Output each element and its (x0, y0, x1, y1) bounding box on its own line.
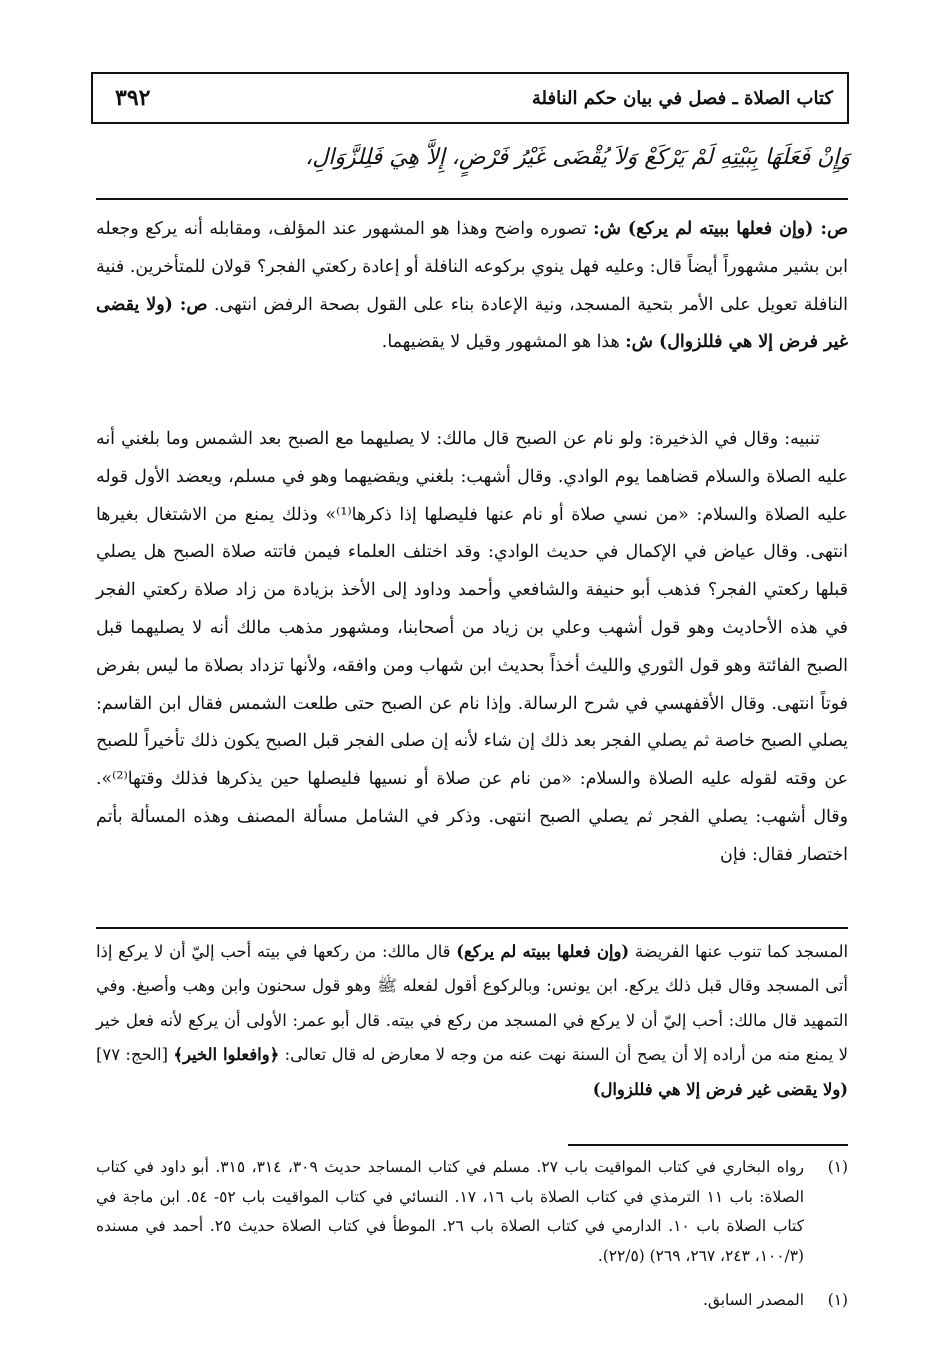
tanbih-paragraph: تنبيه: وقال في الذخيرة: ولو نام عن الصبح قال مالك: لا يصليهما مع الصبح بعد الشمس وما بلغني أنه عليه الصلاة والسلام قضاهما يوم الوادي. وقال أشهب: بلغني ويقضيهما وهو في مسلم، ويعضد الأول قوله عليه الصلاة والسلام: «من نسي صلاة أو نام عنها فليصلها إذا ذكرها⁽¹⁾» وذلك يمنع من الاشتغال بغيرها انتهى. وقال عياض في الإكمال في حديث الوادي: وقد اختلف العلماء فيمن فاتته صلاة الصبح هل يصلي قبلها ركعتي الفجر؟ فذهب أبو حنيفة والشافعي وأحمد وداود إلى الأخذ بزيادة من زاد صلاة ركعتي الفجر في هذه الأحاديث وهو قول أشهب وعلي بن زياد من أصحابنا، ومشهور مذهب مالك أنه لا يصليهما قبل الصبح الفائتة وهو قول الثوري والليث أخذاً بحديث ابن شهاب ومن وافقه، ولأنها تزداد بصلاة ما ليس بفرض فوتاً انتهى. وقال الأقفهسي في شرح الرسالة. وإذا نام عن الصبح حتى طلعت الشمس فقال ابن القاسم: يصلي الصبح خاصة ثم يصلي الفجر بعد ذلك إن شاء لأنه إن صلى الفجر قبل الصبح يكون ذلك تأخيراً للصبح عن وقته لقوله عليه الصلاة والسلام: «من نام عن صلاة أو نسيها فليصلها حين يذكرها فذلك وقتها⁽²⁾». وقال أشهب: يصلي الفجر ثم يصلي الصبح انتهى. وذكر في الشامل مسألة المصنف وهذه المسألة بأتم اختصار فقال: فإن (96, 429, 848, 865)
sharh-lead: ص: (وإن فعلها ببيته لم يركع) ش: (593, 219, 848, 239)
sharh-lead-2: ص: (ولا يقضى غير فرض إلا هي فللزوال) ش: (96, 294, 848, 353)
commentary-divider (96, 927, 848, 929)
sharh-paragraph-1 (96, 211, 848, 362)
commentary-block (96, 935, 848, 1107)
sharh-text-2: هذا هو المشهور وقيل لا يقضيهما. (381, 332, 626, 353)
footnote-divider (568, 1144, 848, 1146)
footnote-number: (١) (827, 1291, 848, 1309)
quran-reference: [الحج: ٧٧] (96, 1045, 174, 1065)
footnote (96, 1153, 848, 1271)
commentary-quote-1: (وإن فعلها ببيته لم يركع) (456, 942, 630, 961)
footnote-number: (١) (827, 1158, 848, 1176)
footnote-text: المصدر السابق. (702, 1291, 804, 1309)
commentary-text: المسجد كما تنوب عنها الفريضة (629, 942, 849, 961)
sharh-text: تصوره واضح وهذا هو المشهور عند المؤلف، ومقابله أنه يركع وجعله ابن بشير مشهوراً أيضاً قال: وعليه فهل ينوي بركوعه النافلة أو إعادة ركعتي الفجر؟ قولان للمتأخرين. فنية النافلة تعويل على الأمر بتحية المسجد، ونية الإعادة بناء على القول بصحة الرفض انتهى. (96, 219, 848, 315)
footnote-text: رواه البخاري في كتاب المواقيت باب ٢٧. مسلم في كتاب المساجد حديث ٣٠٩، ٣١٤، ٣١٥. أبو داود في كتاب الصلاة: باب ١١ الترمذي في كتاب الصلاة باب ١٦، ١٧. النسائي في كتاب المواقيت باب ٥٢- ٥٤. ابن ماجة في كتاب الصلاة باب ١٠. الدارمي في كتاب الصلاة باب ٢٦. الموطأ في كتاب الصلاة حديث ٢٥. أحمد في مسنده (١٠٠/٣، ٢٤٣، ٢٦٧، ٢٦٩) (٢٢/٥). (96, 1158, 804, 1265)
sharh-paragraph-2 (96, 421, 848, 875)
page-number: ٣٩٢ (115, 85, 151, 111)
commentary-quote-2: (ولا يقضى غير فرض إلا هي فللزوال) (592, 1079, 848, 1099)
running-header (91, 72, 849, 124)
matn-text: وَإِنْ فَعَلَهَا بِبَيْتِهِ لَمْ يَرْكَعْ وَلاَ يُقْضَى غَيْرُ فَرْضٍ، إِلاَّ هِيَ فَلِلزَّوَالِ، (305, 145, 850, 170)
header-title: كتاب الصلاة ـ فصل في بيان حكم النافلة (531, 87, 833, 109)
footnote (96, 1286, 848, 1316)
commentary-text-2: قال مالك: من ركعها في بيته أحب إليّ أن لا يركع إذا أتى المسجد وقال قبل ذلك يركع. ابن يونس: وبالركوع أقول لفعله ﷺ وهو قول سحنون وابن وهب وأصبغ. وفي التمهيد قال مالك: أحب إليّ أن لا يركع في المسجد من ركع في بيته. قال أبو عمر: الأولى أن يركع لأنه فعل خير لا يمنع منه من أراده إلا أن يصح أن السنة نهت عنه من وجه لا معارض له قال تعالى: (96, 942, 848, 1065)
top-divider (96, 198, 848, 200)
quran-quote: ﴿وافعلوا الخير﴾ (173, 1045, 280, 1065)
